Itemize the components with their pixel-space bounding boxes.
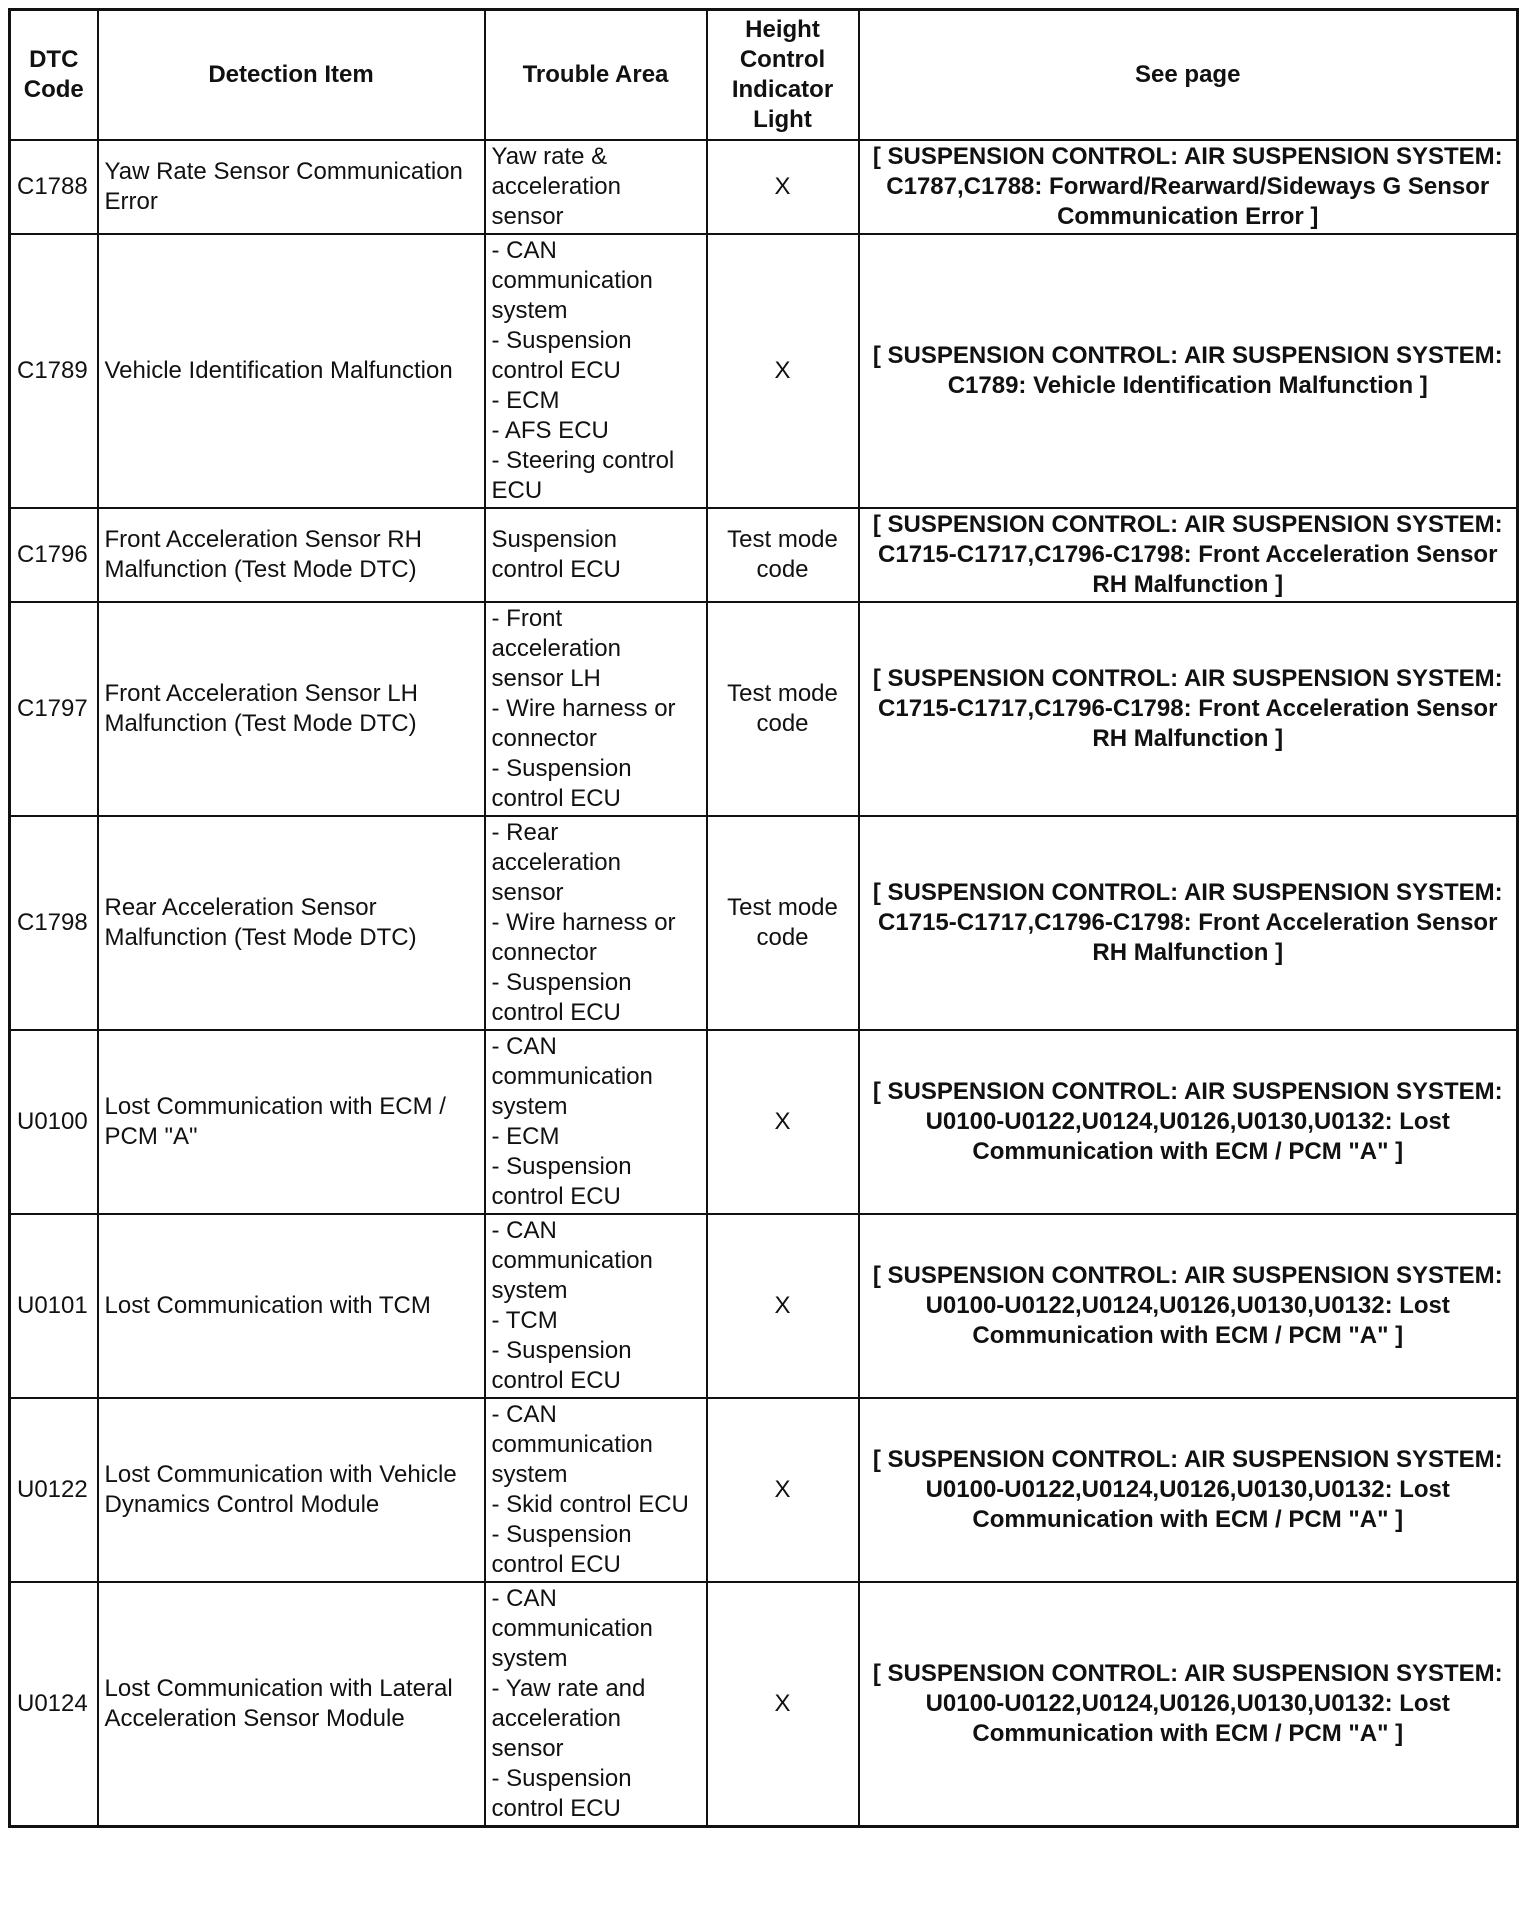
- header-trouble-area: Trouble Area: [485, 10, 707, 141]
- trouble-area-line: connector: [491, 725, 597, 752]
- trouble-area-line: - AFS ECU: [491, 417, 609, 444]
- see-page-reference: [ SUSPENSION CONTROL: AIR SUSPENSION SYSTEM: C1715-C1717,C1796-C1798: Front Acceleration Sensor RH Malfunction ]: [859, 602, 1518, 816]
- trouble-area-line: control ECU: [491, 1367, 621, 1394]
- dtc-table: [8, 8, 1519, 1828]
- see-page-reference: [ SUSPENSION CONTROL: AIR SUSPENSION SYSTEM: U0100-U0122,U0124,U0126,U0130,U0132: Lost Communication with ECM / PCM "A" ]: [859, 1214, 1518, 1398]
- trouble-area-cell: [485, 1582, 707, 1827]
- trouble-area-line: ECU: [491, 477, 543, 504]
- trouble-area-line: - Suspension: [491, 755, 632, 782]
- dtc-code-cell: C1789: [10, 234, 98, 508]
- dtc-code-cell: U0122: [10, 1398, 98, 1582]
- indicator-light-cell: X: [707, 1214, 859, 1398]
- header-see-page: See page: [859, 10, 1518, 141]
- trouble-area-line: control ECU: [491, 1183, 621, 1210]
- trouble-area-line: - CAN: [491, 1585, 557, 1612]
- trouble-area-line: sensor: [491, 203, 564, 230]
- trouble-area-cell: [485, 1030, 707, 1214]
- trouble-area-line: - Front: [491, 605, 563, 632]
- indicator-light-cell: X: [707, 1582, 859, 1827]
- trouble-area-line: control ECU: [491, 357, 621, 384]
- header-row: [10, 10, 1518, 141]
- trouble-area-line: - Suspension: [491, 1337, 632, 1364]
- trouble-area-cell: [485, 816, 707, 1030]
- dtc-code-cell: C1798: [10, 816, 98, 1030]
- trouble-area-line: acceleration: [491, 1705, 621, 1732]
- trouble-area-line: control ECU: [491, 1551, 621, 1578]
- table-row: [10, 508, 1518, 602]
- trouble-area-line: control ECU: [491, 999, 621, 1026]
- indicator-light-cell: X: [707, 1398, 859, 1582]
- trouble-area-line: system: [491, 1645, 568, 1672]
- trouble-area-line: sensor: [491, 1735, 564, 1762]
- trouble-area-line: sensor: [491, 879, 564, 906]
- trouble-area-line: connector: [491, 939, 597, 966]
- table-row: [10, 1398, 1518, 1582]
- table-row: [10, 1582, 1518, 1827]
- see-page-reference: [ SUSPENSION CONTROL: AIR SUSPENSION SYSTEM: C1787,C1788: Forward/Rearward/Sideways G Sensor Communication Error ]: [859, 140, 1518, 234]
- dtc-code-cell: C1796: [10, 508, 98, 602]
- trouble-area-line: control ECU: [491, 1795, 621, 1822]
- see-page-reference: [ SUSPENSION CONTROL: AIR SUSPENSION SYSTEM: U0100-U0122,U0124,U0126,U0130,U0132: Lost Communication with ECM / PCM "A" ]: [859, 1030, 1518, 1214]
- table-body: [10, 140, 1518, 1827]
- indicator-light-cell: X: [707, 1030, 859, 1214]
- detection-item-cell: Lost Communication with TCM: [98, 1214, 485, 1398]
- trouble-area-line: - Suspension: [491, 969, 632, 996]
- indicator-light-cell: X: [707, 234, 859, 508]
- trouble-area-line: - TCM: [491, 1307, 558, 1334]
- trouble-area-line: - Suspension: [491, 327, 632, 354]
- table-row: [10, 234, 1518, 508]
- trouble-area-line: - ECM: [491, 1123, 560, 1150]
- table-row: [10, 1030, 1518, 1214]
- trouble-area-line: communication: [491, 1615, 653, 1642]
- dtc-code-cell: U0101: [10, 1214, 98, 1398]
- indicator-light-cell: Test mode code: [707, 508, 859, 602]
- trouble-area-line: - Rear: [491, 819, 559, 846]
- see-page-reference: [ SUSPENSION CONTROL: AIR SUSPENSION SYSTEM: U0100-U0122,U0124,U0126,U0130,U0132: Lost Communication with ECM / PCM "A" ]: [859, 1398, 1518, 1582]
- detection-item-cell: Vehicle Identification Malfunction: [98, 234, 485, 508]
- trouble-area-line: control ECU: [491, 785, 621, 812]
- trouble-area-cell: [485, 508, 707, 602]
- detection-item-cell: Front Acceleration Sensor RH Malfunction (Test Mode DTC): [98, 508, 485, 602]
- indicator-light-cell: Test mode code: [707, 816, 859, 1030]
- trouble-area-line: communication: [491, 1063, 653, 1090]
- trouble-area-line: - Wire harness or: [491, 909, 676, 936]
- trouble-area-cell: [485, 234, 707, 508]
- dtc-code-cell: C1797: [10, 602, 98, 816]
- trouble-area-line: - ECM: [491, 387, 560, 414]
- detection-item-cell: Lost Communication with ECM / PCM "A": [98, 1030, 485, 1214]
- trouble-area-line: system: [491, 1461, 568, 1488]
- trouble-area-line: system: [491, 297, 568, 324]
- trouble-area-line: - Wire harness or: [491, 695, 676, 722]
- trouble-area-line: communication: [491, 1247, 653, 1274]
- trouble-area-line: Suspension: [491, 526, 617, 553]
- trouble-area-line: communication: [491, 1431, 653, 1458]
- see-page-reference: [ SUSPENSION CONTROL: AIR SUSPENSION SYSTEM: U0100-U0122,U0124,U0126,U0130,U0132: Lost Communication with ECM / PCM "A" ]: [859, 1582, 1518, 1827]
- detection-item-cell: Lost Communication with Lateral Acceleration Sensor Module: [98, 1582, 485, 1827]
- trouble-area-cell: [485, 140, 707, 234]
- indicator-light-cell: Test mode code: [707, 602, 859, 816]
- dtc-code-cell: U0100: [10, 1030, 98, 1214]
- trouble-area-line: - CAN: [491, 1401, 557, 1428]
- header-dtc-code: DTC Code: [10, 10, 98, 141]
- dtc-code-cell: C1788: [10, 140, 98, 234]
- trouble-area-cell: [485, 1214, 707, 1398]
- trouble-area-line: - Suspension: [491, 1153, 632, 1180]
- trouble-area-line: Yaw rate &: [491, 143, 608, 170]
- trouble-area-line: - Suspension: [491, 1765, 632, 1792]
- header-indicator-light: Height Control Indicator Light: [707, 10, 859, 141]
- detection-item-cell: Front Acceleration Sensor LH Malfunction (Test Mode DTC): [98, 602, 485, 816]
- header-detection-item: Detection Item: [98, 10, 485, 141]
- see-page-reference: [ SUSPENSION CONTROL: AIR SUSPENSION SYSTEM: C1715-C1717,C1796-C1798: Front Acceleration Sensor RH Malfunction ]: [859, 508, 1518, 602]
- see-page-reference: [ SUSPENSION CONTROL: AIR SUSPENSION SYSTEM: C1789: Vehicle Identification Malfunction ]: [859, 234, 1518, 508]
- detection-item-cell: Yaw Rate Sensor Communication Error: [98, 140, 485, 234]
- trouble-area-line: - CAN: [491, 1217, 557, 1244]
- trouble-area-line: acceleration: [491, 849, 621, 876]
- trouble-area-line: control ECU: [491, 556, 621, 583]
- trouble-area-line: - Yaw rate and: [491, 1675, 646, 1702]
- table-row: [10, 816, 1518, 1030]
- table-row: [10, 1214, 1518, 1398]
- indicator-light-cell: X: [707, 140, 859, 234]
- trouble-area-line: acceleration: [491, 635, 621, 662]
- table-row: [10, 140, 1518, 234]
- trouble-area-line: - CAN: [491, 1033, 557, 1060]
- trouble-area-line: system: [491, 1277, 568, 1304]
- see-page-reference: [ SUSPENSION CONTROL: AIR SUSPENSION SYSTEM: C1715-C1717,C1796-C1798: Front Acceleration Sensor RH Malfunction ]: [859, 816, 1518, 1030]
- trouble-area-cell: [485, 602, 707, 816]
- trouble-area-line: - Skid control ECU: [491, 1491, 689, 1518]
- trouble-area-line: acceleration: [491, 173, 621, 200]
- trouble-area-line: - Steering control: [491, 447, 675, 474]
- table-row: [10, 602, 1518, 816]
- trouble-area-line: - Suspension: [491, 1521, 632, 1548]
- dtc-code-cell: U0124: [10, 1582, 98, 1827]
- detection-item-cell: Lost Communication with Vehicle Dynamics Control Module: [98, 1398, 485, 1582]
- trouble-area-line: sensor LH: [491, 665, 601, 692]
- trouble-area-line: system: [491, 1093, 568, 1120]
- detection-item-cell: Rear Acceleration Sensor Malfunction (Test Mode DTC): [98, 816, 485, 1030]
- trouble-area-line: - CAN: [491, 237, 557, 264]
- trouble-area-cell: [485, 1398, 707, 1582]
- trouble-area-line: communication: [491, 267, 653, 294]
